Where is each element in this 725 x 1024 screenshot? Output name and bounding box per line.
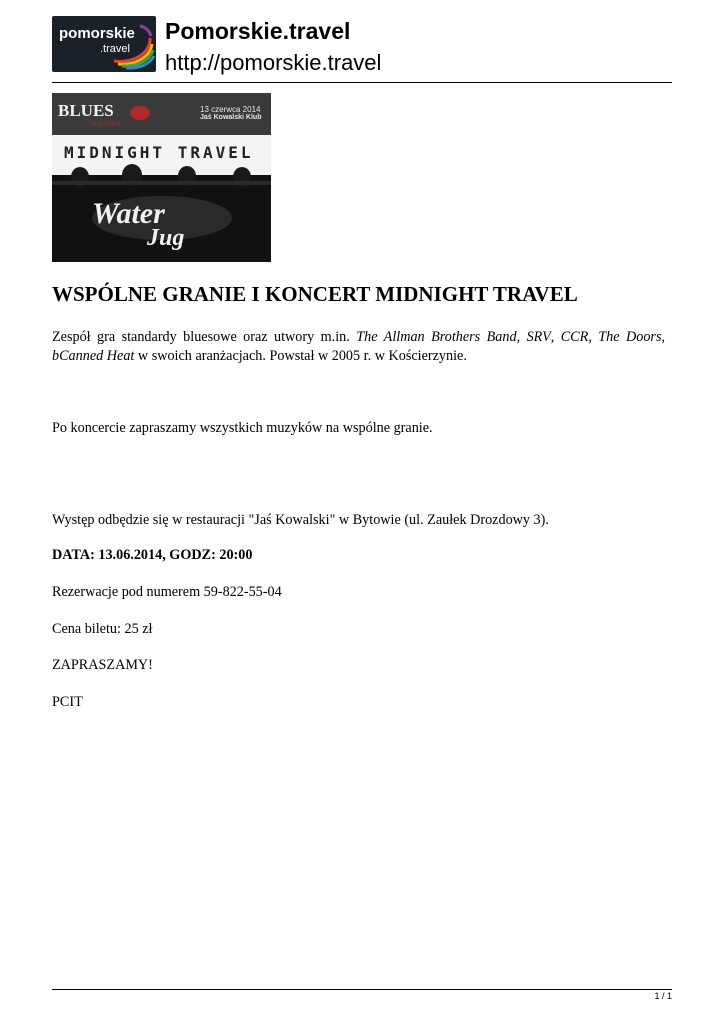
p1-band-canned-heat: bCanned Heat: [52, 348, 135, 364]
page-header: [52, 16, 672, 82]
site-url-link[interactable]: http://pomorskie.travel: [165, 50, 382, 75]
poster-blues-text: BLUES: [58, 101, 114, 120]
p1-text-3: ,: [550, 329, 561, 345]
article-invitation: ZAPRASZAMY!: [52, 657, 153, 673]
poster-water-text: Water: [92, 197, 165, 230]
p1-band-allman: The Allman Brothers Band: [356, 329, 517, 345]
p1-text-4: ,: [588, 329, 599, 345]
poster-band-text: MIDNIGHT TRAVEL: [64, 143, 254, 162]
p1-text-2: ,: [516, 329, 527, 345]
p1-band-srv: SRV: [526, 329, 551, 345]
p1-text-6: w swoich aranżacjach. Powstał w 2005 r. w Kościerzynie.: [134, 348, 467, 364]
p1-band-doors: The Doors: [598, 329, 662, 345]
footer-divider: [52, 989, 672, 990]
article-title: WSPÓLNE GRANIE I KONCERT MIDNIGHT TRAVEL: [52, 282, 578, 306]
article-paragraph-jam: Po koncercie zapraszamy wszystkich muzyków na wspólne granie.: [52, 420, 433, 436]
poster-maraton-text: maraton: [90, 118, 121, 128]
article-paragraph-band: [52, 328, 665, 366]
pomorskie-travel-logo[interactable]: [52, 16, 156, 72]
poster-jug-text: Jug: [147, 225, 185, 251]
article-ticket-price: Cena biletu: 25 zł: [52, 621, 153, 637]
header-divider: [52, 82, 672, 83]
article-date-time: DATA: 13.06.2014, GODZ: 20:00: [52, 547, 253, 563]
page-number: 1 / 1: [654, 991, 672, 1001]
p1-band-ccr: CCR: [560, 329, 589, 345]
article-author: PCIT: [52, 694, 83, 710]
poster-club-text: Jaś Kowalski Klub: [200, 114, 262, 121]
article-paragraph-venue: Występ odbędzie się w restauracji "Jaś Kowalski" w Bytowie (ul. Zaułek Drozdowy 3).: [52, 512, 549, 528]
p1-text-1: Zespół gra standardy bluesowe oraz utwory m.in.: [52, 329, 357, 345]
p1-text-5: ,: [661, 329, 666, 345]
site-title: Pomorskie.travel: [165, 18, 351, 44]
article-reservation: Rezerwacje pod numerem 59-822-55-04: [52, 584, 282, 600]
event-poster-image: [52, 93, 271, 262]
logo-text-pomorskie: pomorskie: [59, 25, 135, 42]
poster-date-text: 13 czerwca 2014: [200, 105, 261, 114]
logo-text-travel: .travel: [100, 43, 130, 55]
